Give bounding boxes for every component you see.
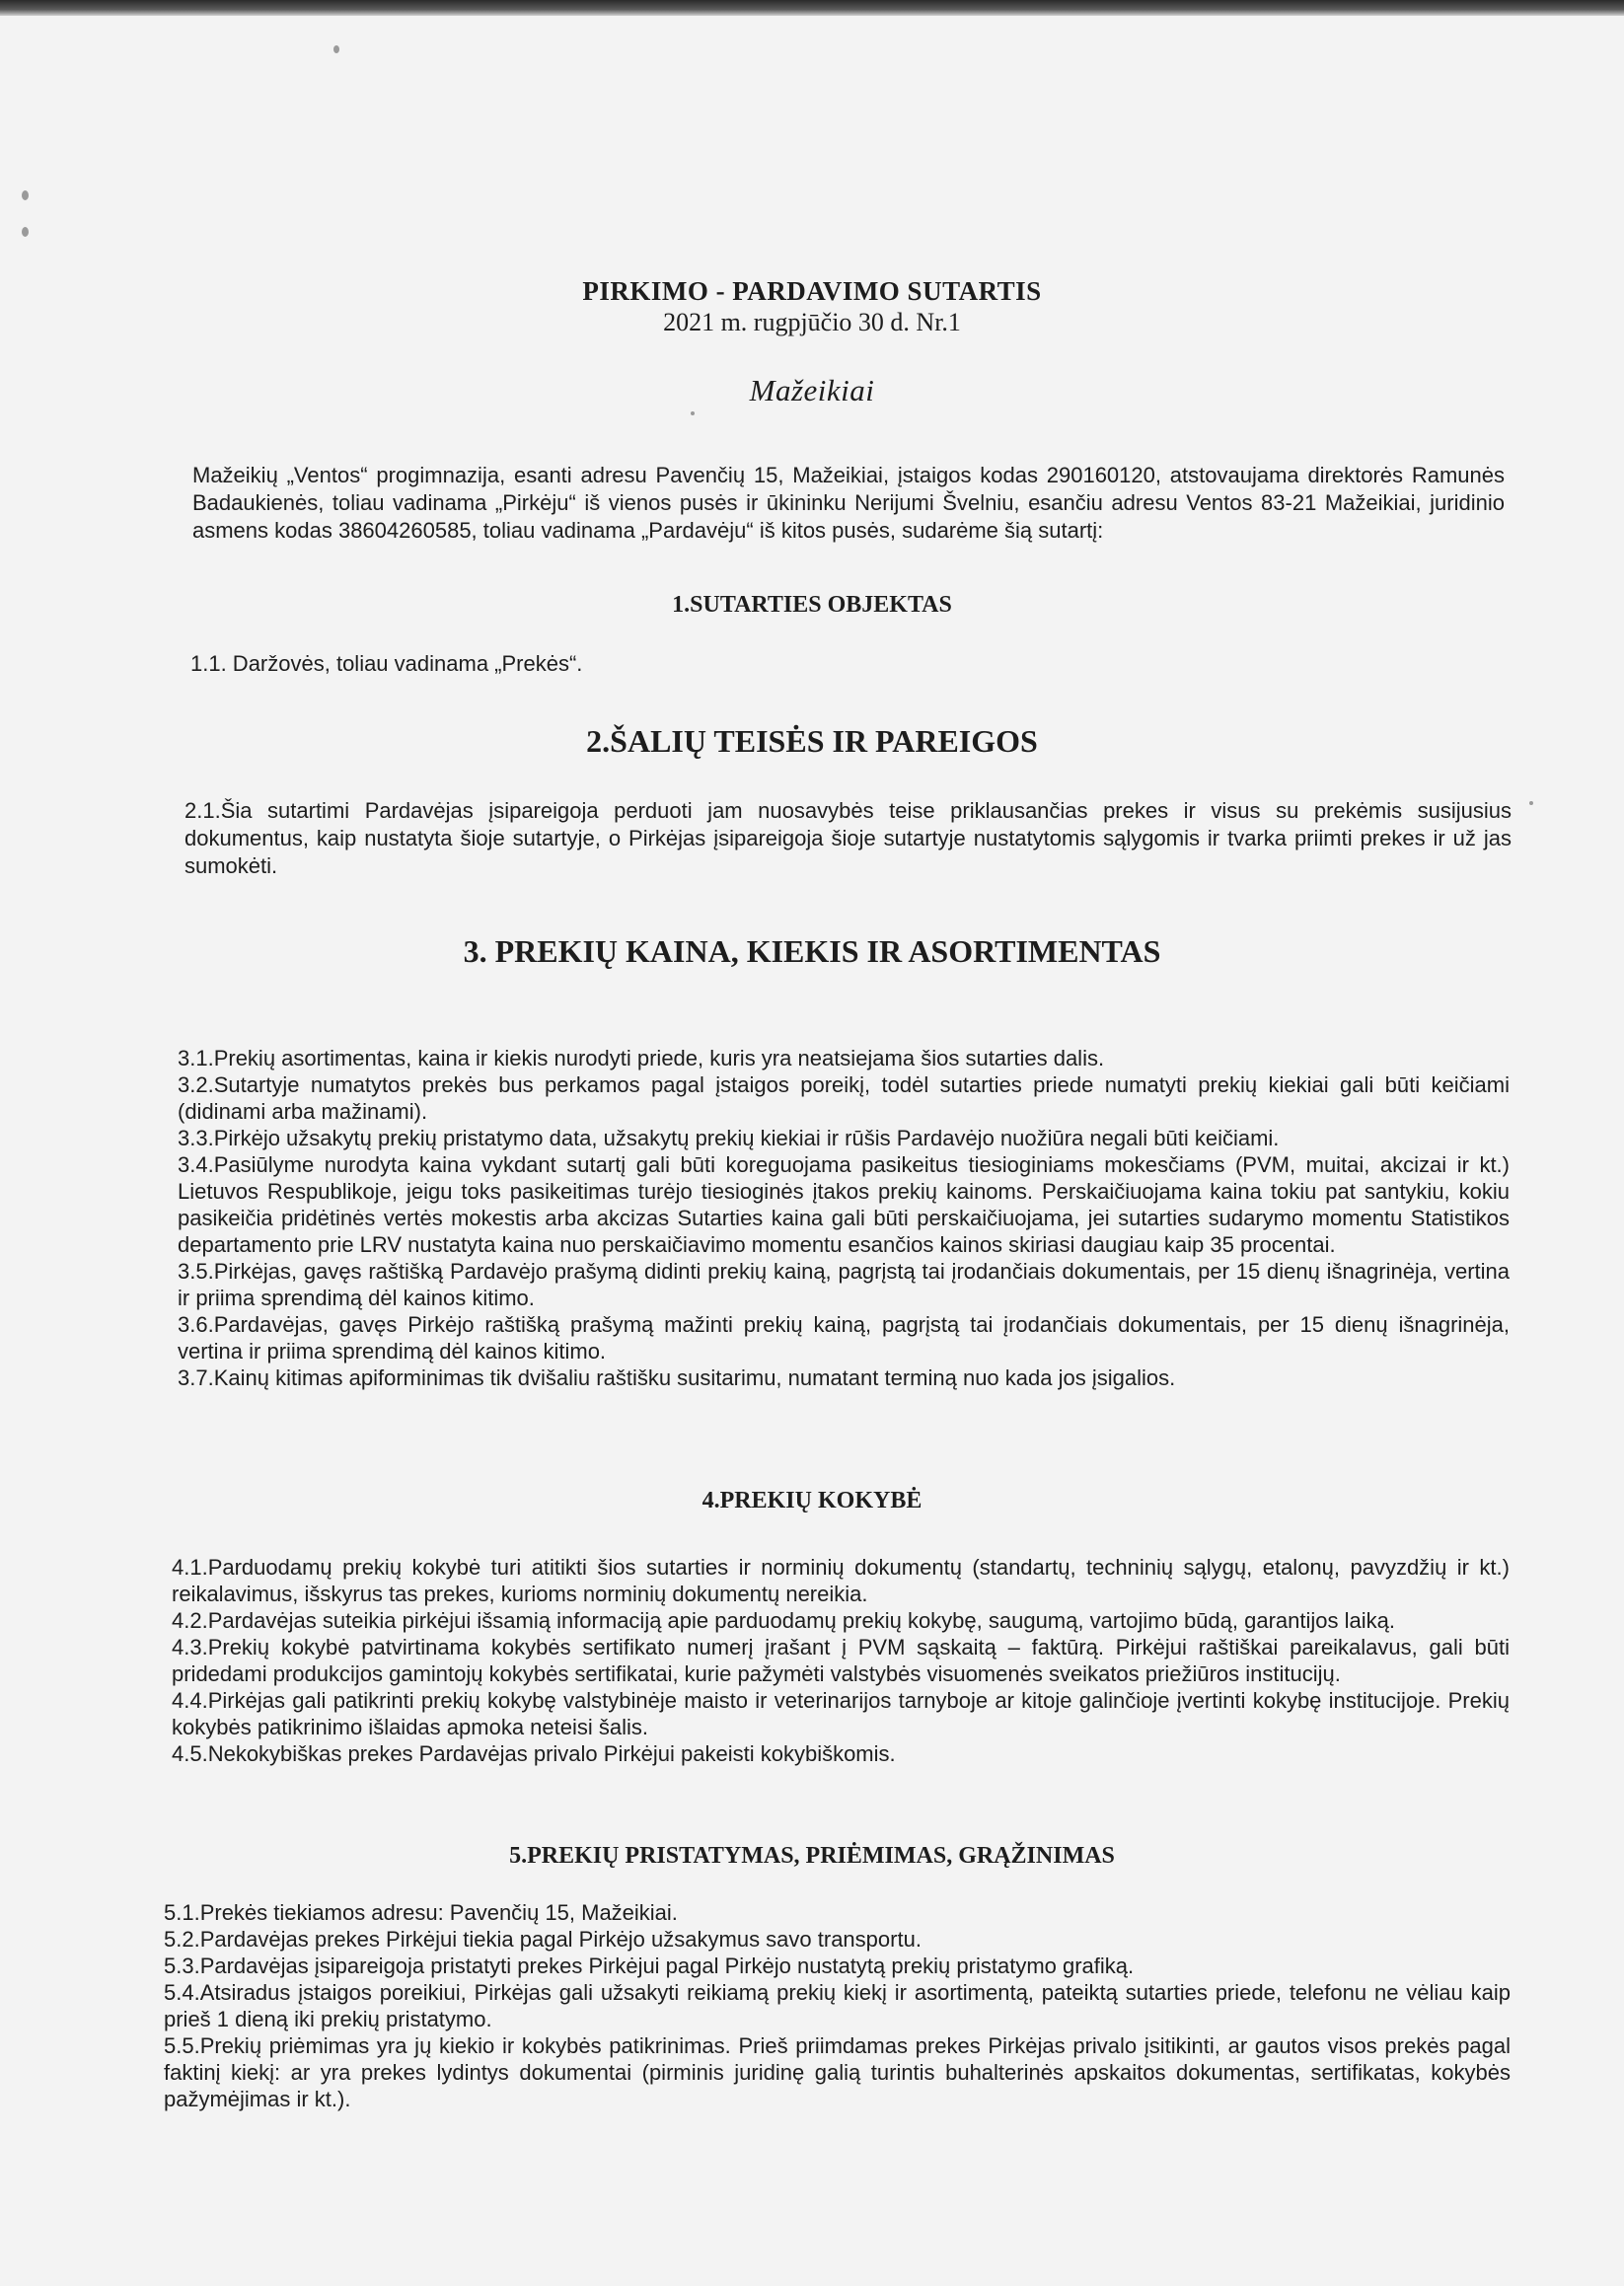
document-date-line: 2021 m. rugpjūčio 30 d. Nr.1 [663,308,961,336]
clause-1-1: 1.1. Daržovės, toliau vadinama „Prekės“. [190,651,583,676]
document-city: Mažeikiai [749,373,875,407]
section-5-clauses [164,1899,1511,2112]
clause-5-2: 5.2.Pardavėjas prekes Pirkėjui tiekia pagal Pirkėjo užsakymus savo transportu. [164,1927,922,1952]
clause-3-6: 3.6.Pardavėjas, gavęs Pirkėjo raštišką prašymą mažinti prekių kainą, pagrįstą tai įrodančiais dokumentais, per 15 dienų išnagrinėja, vertina ir priima sprendimą dėl kainos kitimo. [178,1312,1510,1364]
clause-5-1: 5.1.Prekės tiekiamos adresu: Pavenčių 15, Mažeikiai. [164,1900,678,1925]
clause-4-3: 4.3.Prekių kokybė patvirtinama kokybės sertifikato numerį įrašant į PVM sąskaitą – faktūrą. Pirkėjui raštiškai pareikalavus, gali būti pridedami produkcijos gamintojų kokybės sertifikatai, kurie pažymėti valstybės visuomenės sveikatos priežiūros institucijų. [172,1635,1510,1686]
section-4-clauses [172,1554,1510,1767]
clause-4-2: 4.2.Pardavėjas suteikia pirkėjui išsamią informaciją apie parduodamų prekių kokybę, saugumą, vartojimo būdą, garantijos laiką. [172,1608,1395,1633]
intro-paragraph: Mažeikių „Ventos“ progimnazija, esanti adresu Pavenčių 15, Mažeikiai, įstaigos kodas 290160120, atstovaujama direktorės Ramunės Badaukienės, toliau vadinama „Pirkėju“ iš vienos pusės ir ūkininku Nerijumi Švelniu, esančiu adresu Ventos 83-21 Mažeikiai, juridinio asmens kodas 38604260585, toliau vadinama „Pardavėju“ iš kitos pusės, sudarėme šią sutartį: [192,463,1505,543]
section-3-clauses [178,1045,1510,1391]
clause-4-4: 4.4.Pirkėjas gali patikrinti prekių kokybę valstybinėje maisto ir veterinarijos tarnyboje ar kitoje galinčioje įvertinti kokybę institucijoje. Prekių kokybės patikrinimo išlaidas apmoka neteisi šalis. [172,1688,1510,1739]
clause-3-7: 3.7.Kainų kitimas apiforminimas tik dvišaliu raštišku susitarimu, numatant terminą nuo kada jos įsigalios. [178,1365,1176,1390]
clause-5-4: 5.4.Atsiradus įstaigos poreikiui, Pirkėjas gali užsakyti reikiamą prekių kiekį ir asortimentą, pateiktą sutarties priede, telefonu ne vėliau kaip prieš 1 dieną iki prekių pristatymo. [164,1980,1511,2031]
clause-2-1: 2.1.Šia sutartimi Pardavėjas įsipareigoja perduoti jam nuosavybės teise priklausančias prekes ir visus su prekėmis susijusius dokumentus, kaip nustatyta šioje sutartyje, o Pirkėjas įsipareigoja šioje sutartyje nustatytomis sąlygomis ir tvarka priimti prekes ir už jas sumokėti. [185,798,1512,878]
section-heading-3: 3. PREKIŲ KAINA, KIEKIS IR ASORTIMENTAS [463,933,1161,969]
clause-4-5: 4.5.Nekokybiškas prekes Pardavėjas privalo Pirkėjui pakeisti kokybiškomis. [172,1741,896,1766]
clause-3-1: 3.1.Prekių asortimentas, kaina ir kiekis nurodyti priede, kuris yra neatsiejama šios sutarties dalis. [178,1046,1105,1070]
clause-5-3: 5.3.Pardavėjas įsipareigoja pristatyti prekes Pirkėjui pagal Pirkėjo nustatytą prekių pristatymo grafiką. [164,1954,1135,1978]
section-heading-5: 5.PREKIŲ PRISTATYMAS, PRIĖMIMAS, GRĄŽINIMAS [509,1843,1115,1869]
clause-3-2: 3.2.Sutartyje numatytos prekės bus perkamos pagal įstaigos poreikį, todėl sutarties priede numatyti prekių kiekiai gali būti keičiami (didinami arba mažinami). [178,1072,1510,1124]
section-heading-4: 4.PREKIŲ KOKYBĖ [701,1488,923,1513]
clause-3-4: 3.4.Pasiūlyme nurodyta kaina vykdant sutartį gali būti koreguojama pasikeitus tiesioginiams mokesčiams (PVM, muitai, akcizai ir kt.) Lietuvos Respublikoje, jeigu toks pasikeitimas turėjo tiesioginės įtakos prekių kainoms. Perskaičiuojama kaina tokiu pat santykiu, kokiu pasikeičia pridėtinės vertės mokestis arba akcizas Sutarties kaina gali būti perskaičiuojama, jei sutarties sudarymo momentu Statistikos departamento prie LRV nustatyta kaina nuo perskaičiavimo momentu esančios kainos skiriasi daugiau kaip 35 procentai. [178,1152,1510,1257]
clause-5-5: 5.5.Prekių priėmimas yra jų kiekio ir kokybės patikrinimas. Prieš priimdamas prekes Pirkėjas privalo įsitikinti, ar gautos visos prekės pagal faktinį kiekį: ar yra prekes lydintys dokumentai (pirminis juridinę galią turintis buhalterinės apskaitos dokumentas, sertifikatas, kokybės pažymėjimas ir kt.). [164,2033,1511,2111]
clause-3-5: 3.5.Pirkėjas, gavęs raštišką Pardavėjo prašymą didinti prekių kainą, pagrįstą tai įrodančiais dokumentais, per 15 dienų išnagrinėja, vertina ir priima sprendimą dėl kainos kitimo. [178,1259,1510,1310]
section-heading-2: 2.ŠALIŲ TEISĖS IR PAREIGOS [586,723,1038,759]
clause-3-3: 3.3.Pirkėjo užsakytų prekių pristatymo data, užsakytų prekių kiekiai ir rūšis Pardavėjo nuožiūra negali būti keičiami. [178,1126,1280,1150]
document-title: PIRKIMO - PARDAVIMO SUTARTIS [582,276,1042,306]
section-heading-1: 1.SUTARTIES OBJEKTAS [672,592,952,618]
clause-4-1: 4.1.Parduodamų prekių kokybė turi atitikti šios sutarties ir norminių dokumentų (standartų, techninių sąlygų, etalonų, pavyzdžių ir kt.) reikalavimus, išskyrus tas prekes, kurioms norminių dokumentų nereikia. [172,1555,1510,1606]
